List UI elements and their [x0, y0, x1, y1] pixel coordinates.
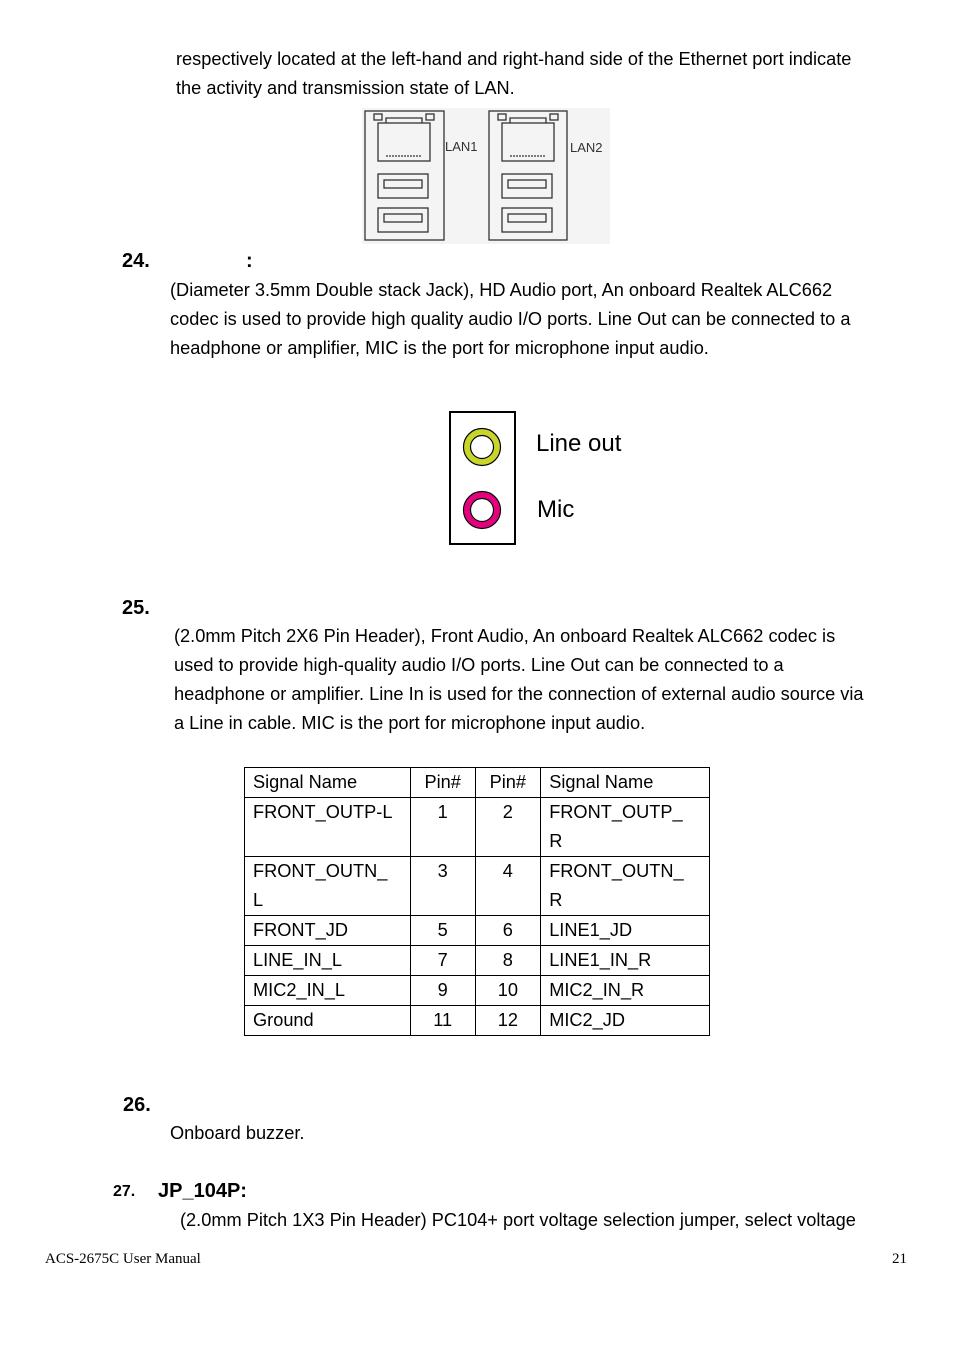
header-cell: Pin#	[475, 768, 541, 798]
table-cell: FRONT_JD	[245, 916, 411, 946]
table-cell: 4	[475, 857, 541, 916]
footer-page-number: 21	[892, 1251, 907, 1267]
cell-line: FRONT_OUTN_	[253, 861, 388, 881]
table-header-row	[245, 768, 710, 798]
section-24-line-3: headphone or amplifier, MIC is the port for microphone input audio.	[170, 338, 709, 358]
table-cell	[245, 857, 411, 916]
table-cell: 2	[475, 798, 541, 857]
lan1-label: LAN1	[445, 139, 478, 154]
section-24-line-1: (Diameter 3.5mm Double stack Jack), HD Audio port, An onboard Realtek ALC662	[170, 280, 833, 300]
section-25-line-4: a Line in cable. MIC is the port for microphone input audio.	[174, 713, 646, 733]
table-cell: 11	[410, 1006, 475, 1036]
lan2-label: LAN2	[570, 140, 603, 155]
table-cell	[541, 857, 710, 916]
table-cell: LINE_IN_L	[245, 946, 411, 976]
section-24-number: 24.	[122, 250, 150, 272]
table-cell: 6	[475, 916, 541, 946]
header-cell: Signal Name	[541, 768, 710, 798]
section-25-line-3: headphone or amplifier. Line In is used for the connection of external audio source via	[174, 684, 864, 704]
table-cell: 7	[410, 946, 475, 976]
section-25-line-2: used to provide high-quality audio I/O ports. Line Out can be connected to a	[174, 655, 784, 675]
table-row	[245, 1006, 710, 1036]
footer-manual-title: ACS-2675C User Manual	[45, 1251, 201, 1267]
audio-jack-figure	[449, 411, 516, 545]
header-cell: Pin#	[410, 768, 475, 798]
table-cell: FRONT_OUTP-L	[245, 798, 411, 857]
table-cell: 3	[410, 857, 475, 916]
line-out-label: Line out	[536, 430, 622, 457]
mic-jack-icon	[467, 495, 497, 525]
table-row	[245, 916, 710, 946]
intro-line-1: respectively located at the left-hand and right-hand side of the Ethernet port indicate	[176, 49, 852, 69]
section-26-number: 26.	[123, 1094, 151, 1116]
lan-ports-figure	[362, 108, 610, 244]
cell-line: L	[253, 890, 264, 910]
intro-line-2: the activity and transmission state of LAN.	[176, 78, 515, 98]
section-24-title: :	[246, 250, 253, 272]
section-25-line-1: (2.0mm Pitch 2X6 Pin Header), Front Audio, An onboard Realtek ALC662 codec is	[174, 626, 836, 646]
section-27-title: JP_104P:	[158, 1180, 247, 1202]
table-cell	[541, 798, 710, 857]
table-cell: MIC2_IN_L	[245, 976, 411, 1006]
section-26-text: Onboard buzzer.	[170, 1123, 305, 1143]
cell-line: R	[549, 831, 563, 851]
table-cell: 8	[475, 946, 541, 976]
table-cell: 1	[410, 798, 475, 857]
table-row	[245, 857, 710, 916]
front-audio-pin-table	[244, 767, 710, 1036]
table-cell: Ground	[245, 1006, 411, 1036]
table-cell: 10	[475, 976, 541, 1006]
table-cell: 9	[410, 976, 475, 1006]
section-24-line-2: codec is used to provide high quality audio I/O ports. Line Out can be connected to a	[170, 309, 851, 329]
table-cell: 12	[475, 1006, 541, 1036]
mic-label: Mic	[537, 496, 575, 523]
cell-line: FRONT_OUTP_	[549, 802, 683, 822]
cell-line: FRONT_OUTN_	[549, 861, 684, 881]
header-cell: Signal Name	[245, 768, 411, 798]
table-cell: MIC2_IN_R	[541, 976, 710, 1006]
section-25-number: 25.	[122, 597, 150, 619]
table-cell: LINE1_IN_R	[541, 946, 710, 976]
line-out-jack-icon	[467, 432, 497, 462]
cell-line: R	[549, 890, 563, 910]
table-cell: MIC2_JD	[541, 1006, 710, 1036]
table-cell: LINE1_JD	[541, 916, 710, 946]
table-cell: 5	[410, 916, 475, 946]
section-27-text: (2.0mm Pitch 1X3 Pin Header) PC104+ port voltage selection jumper, select voltage	[180, 1210, 856, 1230]
table-row	[245, 798, 710, 857]
table-row	[245, 946, 710, 976]
table-row	[245, 976, 710, 1006]
section-27-number: 27.	[113, 1183, 136, 1200]
